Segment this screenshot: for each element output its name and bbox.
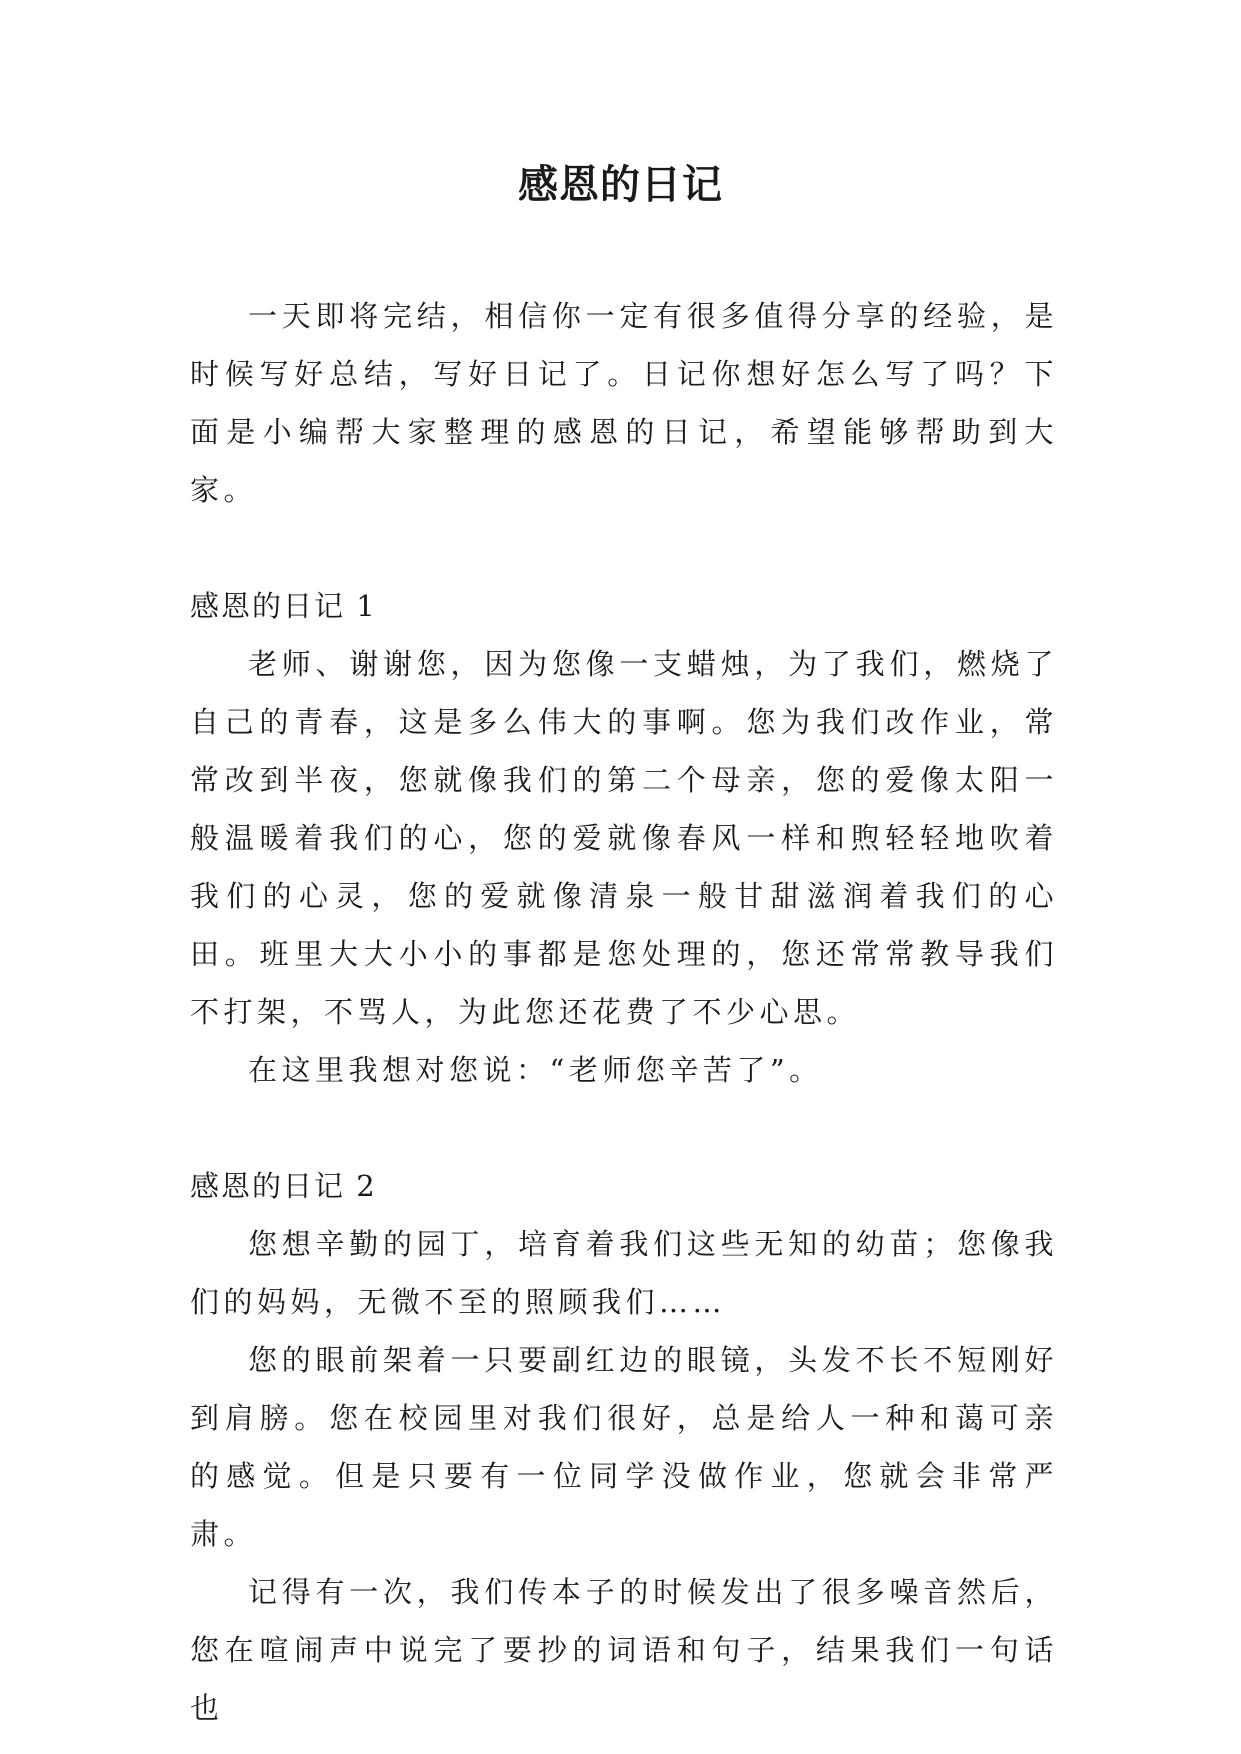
section-spacer xyxy=(190,1099,1058,1157)
section-1-paragraph-1: 老师、谢谢您，因为您像一支蜡烛，为了我们，燃烧了自己的青春，这是多么伟大的事啊。您为我们改作业，常常改到半夜，您就像我们的第二个母亲，您的爱像太阳一般温暖着我们的心，您的爱就像春风一样和煦轻轻地吹着我们的心灵，您的爱就像清泉一般甘甜滋润着我们的心田。班里大大小小的事都是您处理的，您还常常教导我们不打架，不骂人，为此您还花费了不少心思。 xyxy=(190,647,1058,1029)
section-2-paragraph-1: 您想辛勤的园丁，培育着我们这些无知的幼苗；您像我们的妈妈，无微不至的照顾我们…… xyxy=(190,1227,1058,1319)
document-title: 感恩的日记 xyxy=(518,162,723,208)
section-1-paragraph-2: 在这里我想对您说：“老师您辛苦了”。 xyxy=(248,1053,823,1087)
section-heading-1: 感恩的日记 1 xyxy=(190,589,377,623)
document-body xyxy=(190,287,1058,1737)
section-2-paragraph-2: 您的眼前架着一只要副红边的眼镜，头发不长不短刚好到肩膀。您在校园里对我们很好，总是给人一种和蔼可亲的感觉。但是只要有一位同学没做作业，您就会非常严肃。 xyxy=(190,1343,1058,1551)
intro-paragraph: 一天即将完结，相信你一定有很多值得分享的经验，是时候写好总结，写好日记了。日记你想好怎么写了吗？下面是小编帮大家整理的感恩的日记，希望能够帮助到大家。 xyxy=(190,299,1058,507)
section-heading-2: 感恩的日记 2 xyxy=(190,1169,377,1203)
section-spacer xyxy=(190,519,1058,577)
section-2-paragraph-3: 记得有一次，我们传本子的时候发出了很多噪音然后，您在喧闹声中说完了要抄的词语和句子，结果我们一句话也 xyxy=(190,1575,1058,1725)
